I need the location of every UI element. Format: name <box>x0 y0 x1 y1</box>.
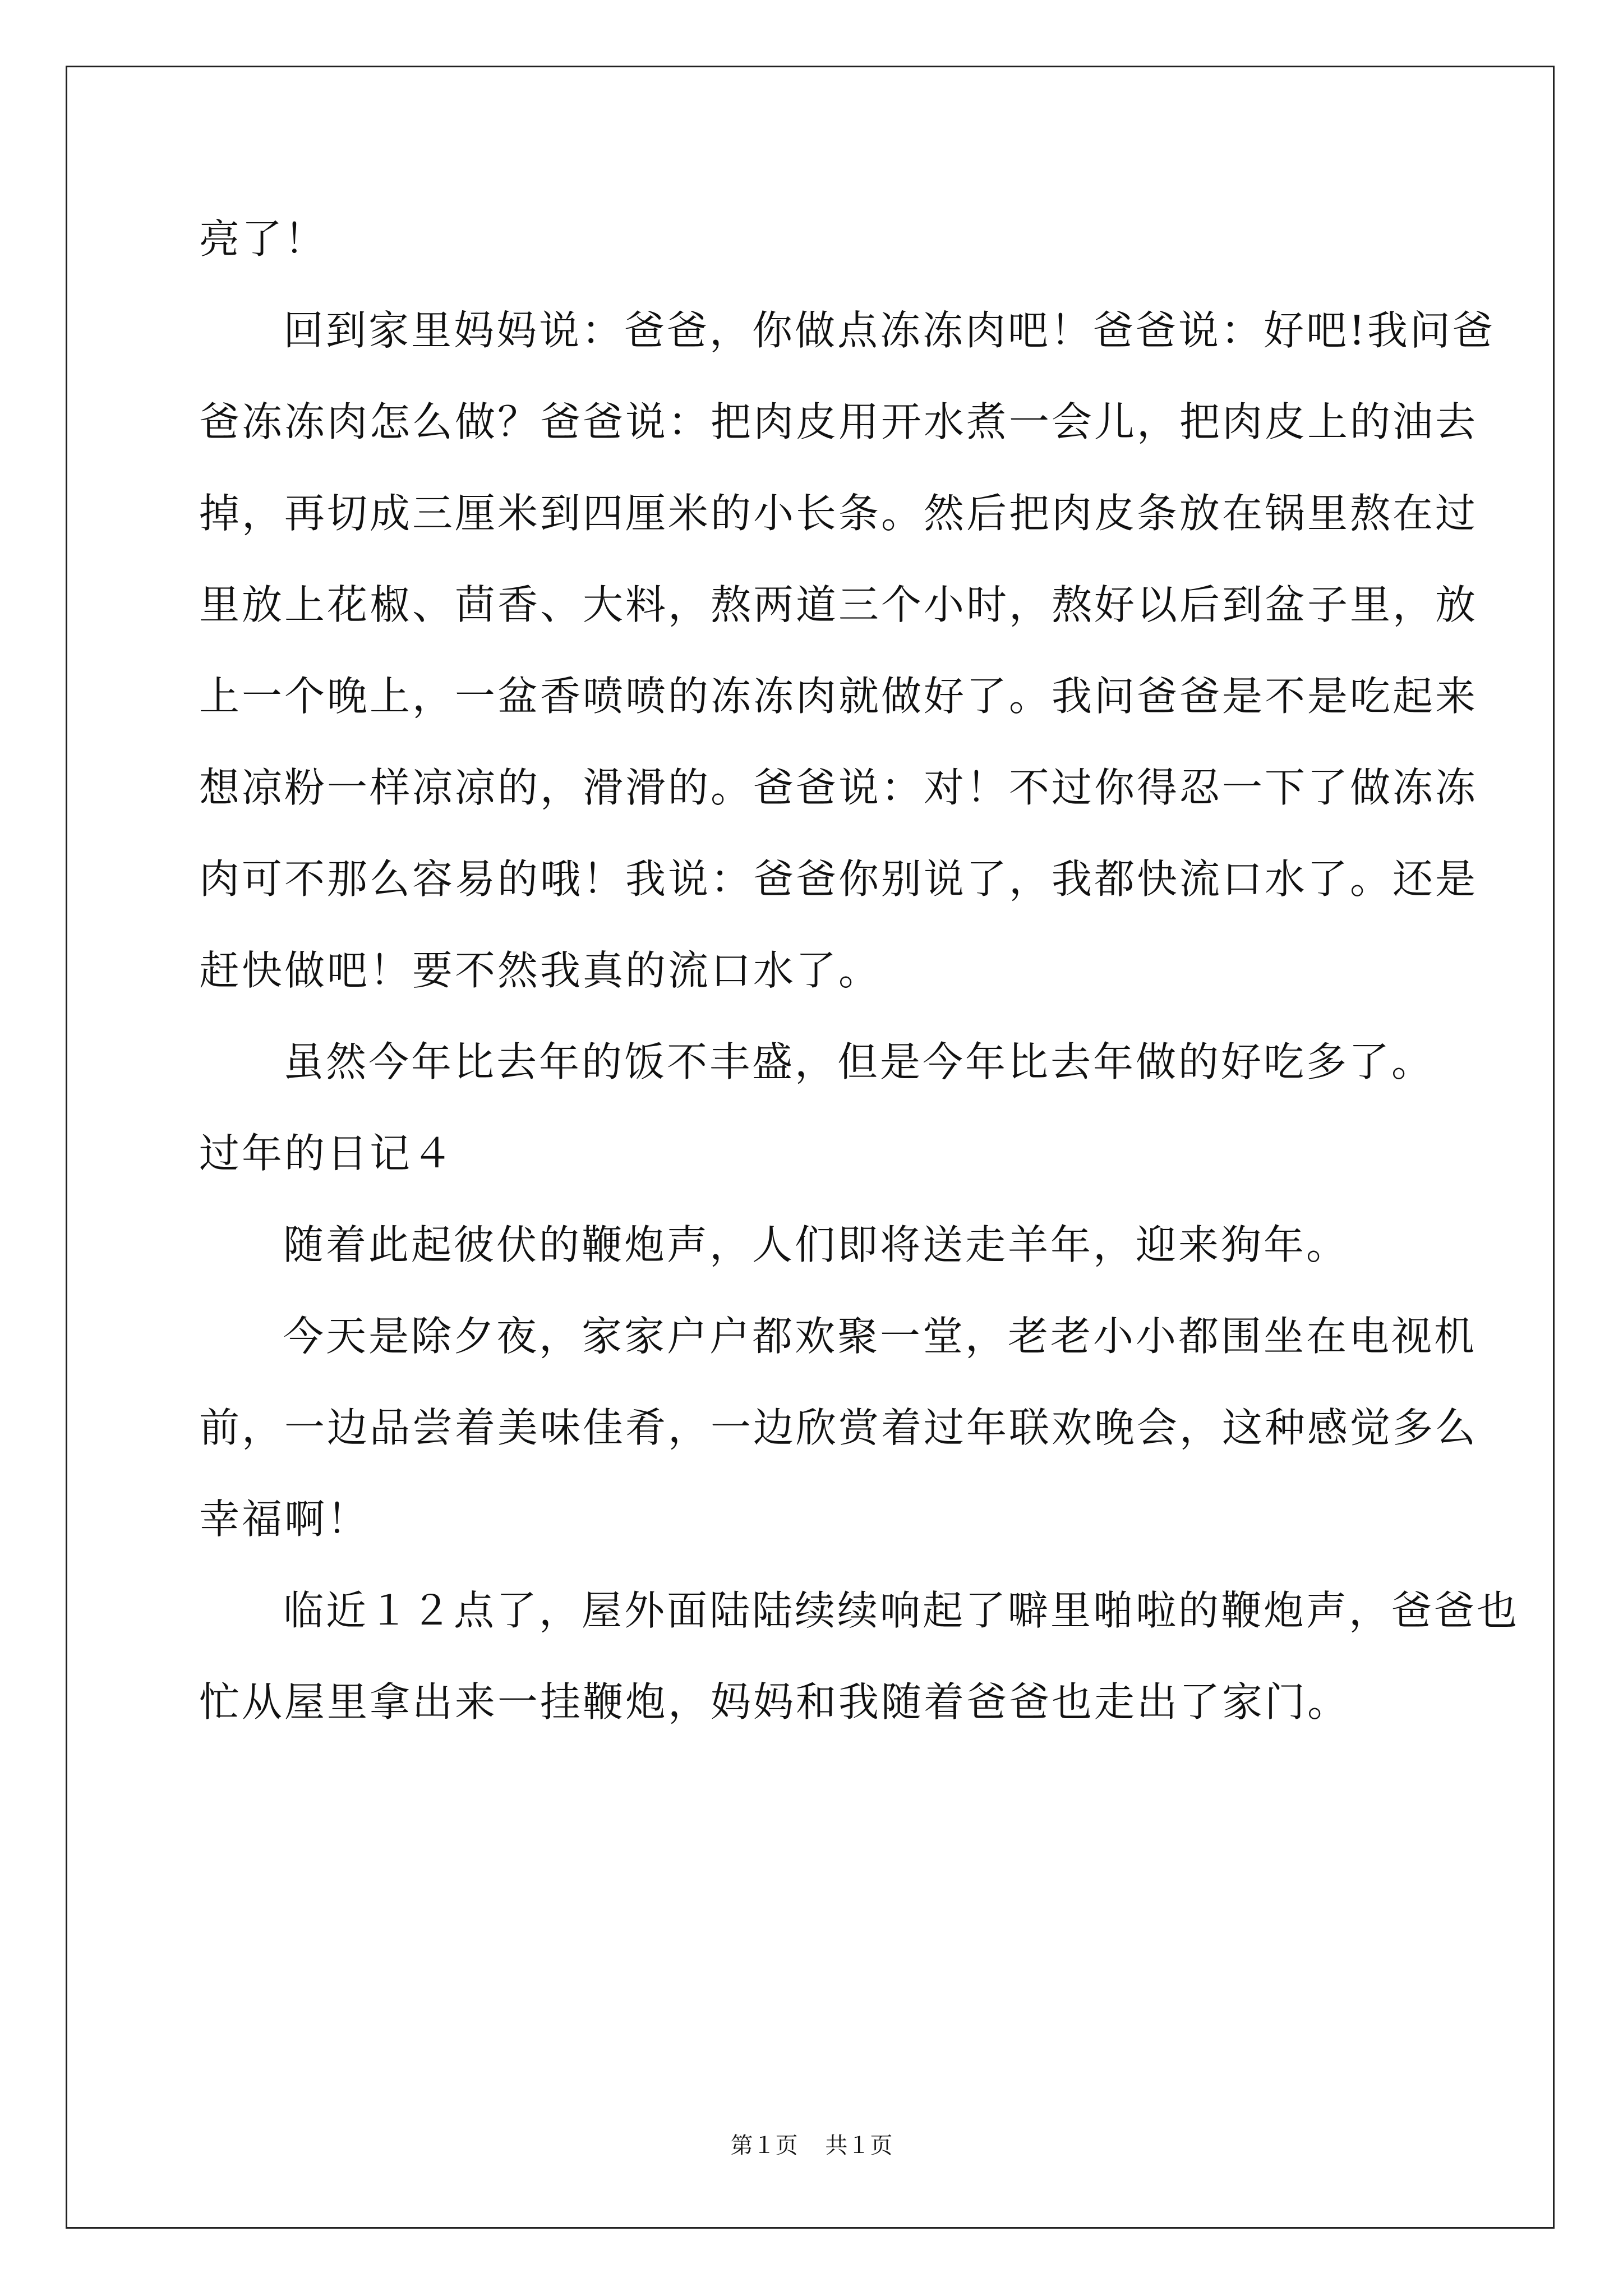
paragraph-line: 随着此起彼伏的鞭炮声，人们即将送走羊年，迎来狗年。 <box>283 1221 1349 1268</box>
paragraph-line: 回到家里妈妈说：爸爸，你做点冻冻肉吧！爸爸说：好吧!我问爸 <box>283 307 1495 354</box>
page-total: 共１页 <box>825 2133 893 2159</box>
paragraph-line: 临近１２点了，屋外面陆陆续续响起了噼里啪啦的鞭炮声，爸爸也 <box>283 1587 1520 1634</box>
text-line: 忙从屋里拿出来一挂鞭炮，妈妈和我随着爸爸也走出了家门。 <box>199 1678 1350 1726</box>
text-line: 上一个晚上，一盆香喷喷的冻冻肉就做好了。我问爸爸是不是吃起来 <box>199 673 1478 720</box>
text-line: 爸冻冻肉怎么做？爸爸说：把肉皮用开水煮一会儿，把肉皮上的油去 <box>199 398 1478 445</box>
text-line: 幸福啊！ <box>199 1496 370 1543</box>
text-line: 想凉粉一样凉凉的，滑滑的。爸爸说：对！不过你得忍一下了做冻冻 <box>199 764 1478 811</box>
page-number: 第１页 <box>730 2133 798 2159</box>
text-line: 赶快做吧！要不然我真的流口水了。 <box>199 947 882 994</box>
text-line: 亮了！ <box>199 215 328 263</box>
text-line: 里放上花椒、茴香、大料，熬两道三个小时，熬好以后到盆子里，放 <box>199 581 1478 628</box>
section-heading: 过年的日记４ <box>199 1130 455 1177</box>
text-line: 肉可不那么容易的哦！我说：爸爸你别说了，我都快流口水了。还是 <box>199 855 1478 903</box>
paragraph-line: 今天是除夕夜，家家户户都欢聚一堂，老老小小都围坐在电视机 <box>283 1313 1477 1360</box>
paragraph-line: 虽然今年比去年的饭不丰盛，但是今年比去年做的好吃多了。 <box>283 1038 1435 1085</box>
text-line: 掉，再切成三厘米到四厘米的小长条。然后把肉皮条放在锅里熬在过 <box>199 490 1478 537</box>
text-line: 前，一边品尝着美味佳肴，一边欣赏着过年联欢晚会，这种感觉多么 <box>199 1404 1478 1451</box>
page-footer <box>0 2129 1623 2162</box>
